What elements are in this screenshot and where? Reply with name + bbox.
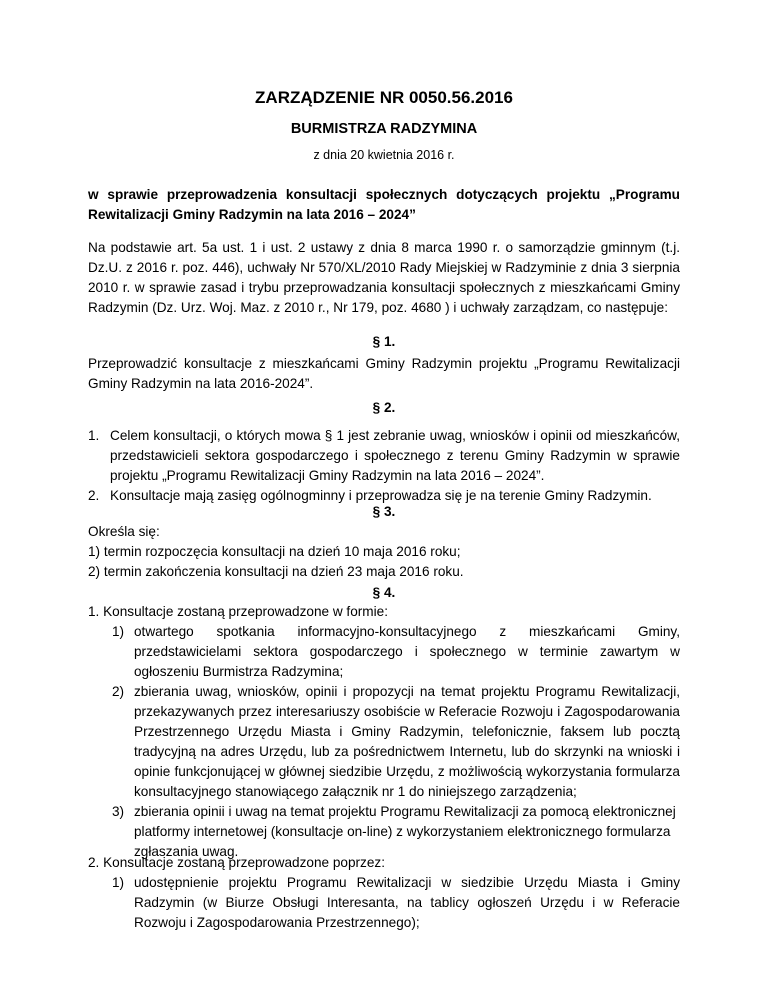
section-4-part-1-list — [88, 622, 680, 862]
section-4-part-2-list — [88, 873, 680, 933]
section-2-list — [88, 426, 680, 506]
section-3-line: 2) termin zakończenia konsultacji na dzień 23 maja 2016 roku. — [88, 564, 464, 579]
list-item-number: 3) — [112, 804, 125, 819]
section-3-body — [88, 522, 680, 582]
list-item-text: Konsultacje mają zasięg ogólnogminny i przeprowadza się je na terenie Gminy Radzymin. — [110, 488, 652, 503]
list-item-number: 1. — [88, 428, 100, 443]
section-4-part-2-intro: 2. Konsultacje zostaną przeprowadzone poprzez: — [88, 855, 385, 870]
section-4-part-1 — [88, 602, 680, 862]
document-subject: w sprawie przeprowadzenia konsultacji społecznych dotyczących projektu „Programu Rewitalizacji Gminy Radzymin na lata 2016 – 2024” — [88, 187, 680, 222]
list-item-text: udostępnienie projektu Programu Rewitalizacji w siedzibie Urzędu Miasta i Gminy Radzymin (w Biurze Obsługi Interesanta, na tablicy ogłoszeń Urzędu i w Referacie Rozwoju i Zagospodarowania Przestrzennego); — [134, 875, 680, 930]
section-1-heading: § 1. — [372, 334, 396, 349]
list-item-number: 2. — [88, 488, 100, 503]
list-item-number: 2) — [112, 684, 125, 699]
section-2-heading: § 2. — [372, 400, 396, 415]
list-item-number: 1) — [112, 624, 125, 639]
document-issuer: BURMISTRZA RADZYMINA — [290, 121, 478, 137]
list-item — [112, 682, 680, 802]
section-3-intro: Określa się: — [88, 524, 160, 539]
list-item-text: zbierania opinii i uwag na temat projektu Programu Rewitalizacji za pomocą elektronicznej platformy internetowej (konsultacje on-line) z wykorzystaniem elektronicznego formularza zgłaszania uwag. — [134, 804, 676, 859]
list-item-text: Celem konsultacji, o których mowa § 1 jest zebranie uwag, wniosków i opinii od mieszkańców, przedstawicieli sektora gospodarczego i społecznego z terenu Gminy Radzymin w sprawie projektu „Programu Rewitalizacji Gminy Radzymin na lata 2016 – 2024”. — [110, 428, 680, 483]
list-item-number: 1) — [112, 875, 125, 890]
list-item — [88, 486, 680, 506]
section-4-heading: § 4. — [372, 585, 396, 600]
preamble: Na podstawie art. 5a ust. 1 i ust. 2 ustawy z dnia 8 marca 1990 r. o samorządzie gminnym (t.j. Dz.U. z 2016 r. poz. 446), uchwały Nr 570/XL/2010 Rady Miejskiej w Radzyminie z dnia 3 sierpnia 2010 r. w sprawie zasad i trybu przeprowadzania konsultacji społecznych z mieszkańcami Gminy Radzymin (Dz. Urz. Woj. Maz. z 2010 r., Nr 179, poz. 4680 ) i uchwały zarządzam, co następuje: — [88, 240, 680, 315]
list-item-text: zbierania uwag, wniosków, opinii i propozycji na temat projektu Programu Rewitalizacji, przekazywanych przez interesariuszy osobiście w Referacie Rozwoju i Zagospodarowania Przestrzennego Urzędu Miasta i Gminy Radzymin, telefonicznie, faksem lub pocztą tradycyjną na adres Urzędu, lub za pośrednictwem Internetu, lub do skrzynki na wnioski i opinie funkcjonującej w głównej siedzibie Urzędu, z możliwością wykorzystania formularza konsultacyjnego stanowiącego załącznik nr 1 do niniejszego zarządzenia; — [134, 684, 680, 799]
document-title: ZARZĄDZENIE NR 0050.56.2016 — [255, 88, 513, 107]
section-3-line: 1) termin rozpoczęcia konsultacji na dzień 10 maja 2016 roku; — [88, 544, 461, 559]
section-3-heading: § 3. — [372, 504, 396, 519]
section-4-part-1-intro: 1. Konsultacje zostaną przeprowadzone w formie: — [88, 604, 388, 619]
list-item — [112, 622, 680, 682]
section-4-part-2 — [88, 853, 680, 933]
document-date: z dnia 20 kwietnia 2016 r. — [313, 148, 455, 162]
section-1-text: Przeprowadzić konsultacje z mieszkańcami Gminy Radzymin projektu „Programu Rewitalizacji Gminy Radzymin na lata 2016-2024”. — [88, 356, 680, 391]
list-item — [88, 426, 680, 486]
list-item-text: otwartego spotkania informacyjno-konsultacyjnego z mieszkańcami Gminy, przedstawicielami sektora gospodarczego i społecznego w terminie zawartym w ogłoszeniu Burmistrza Radzymina; — [134, 624, 680, 679]
list-item — [112, 873, 680, 933]
